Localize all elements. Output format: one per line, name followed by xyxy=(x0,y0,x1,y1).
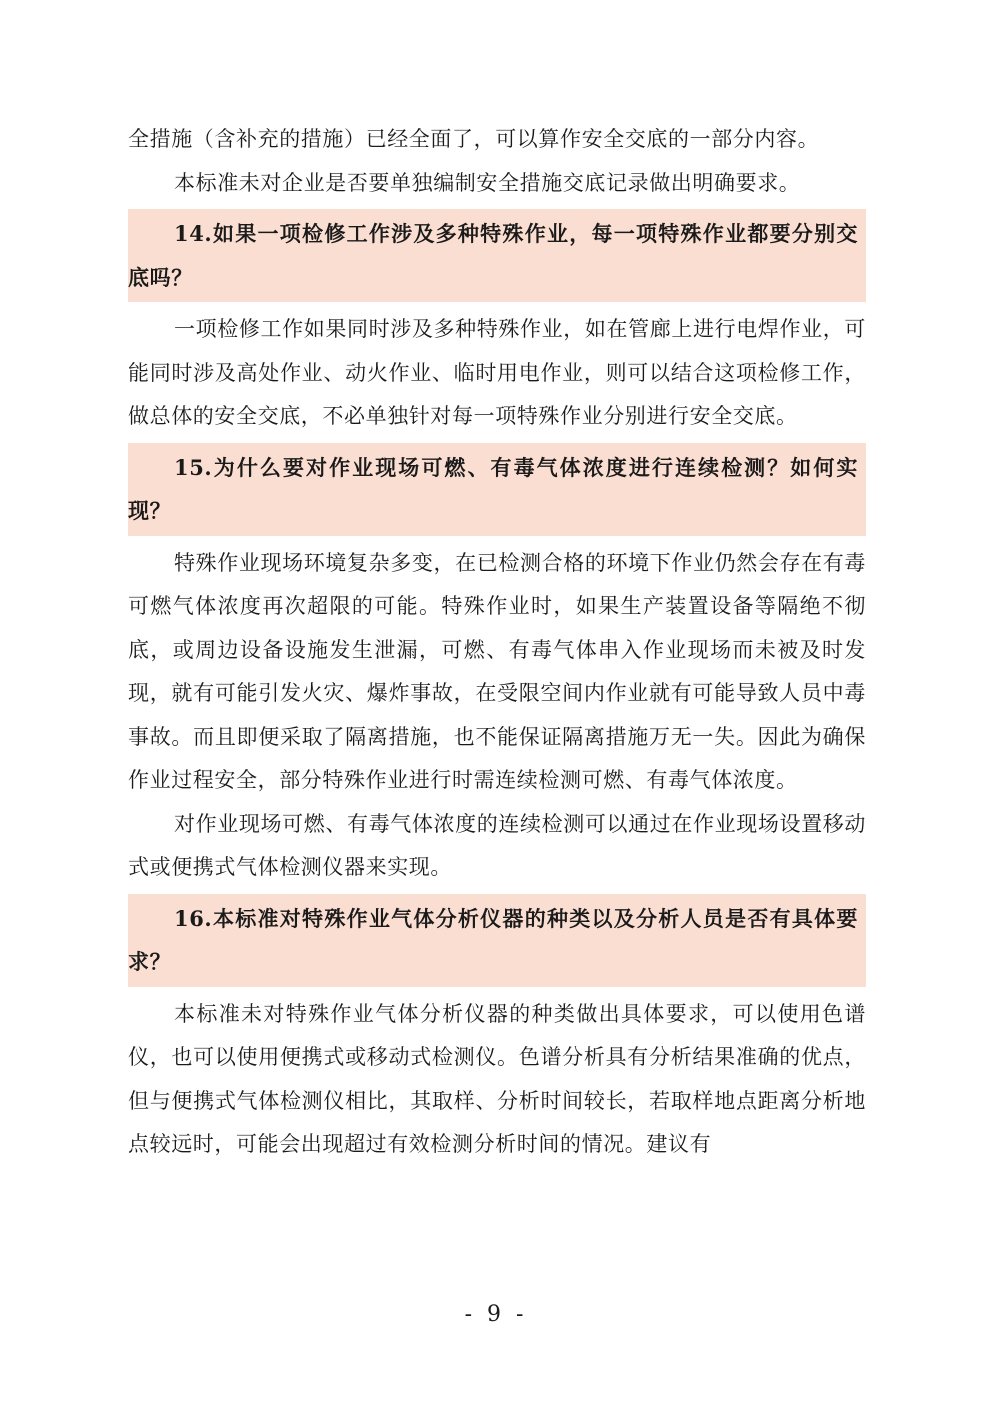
question-15-heading: 15.为什么要对作业现场可燃、有毒气体浓度进行连续检测？如何实现？ xyxy=(128,454,858,523)
document-body xyxy=(128,118,866,1167)
question-16-heading: 16.本标准对特殊作业气体分析仪器的种类以及分析人员是否有具体要求？ xyxy=(128,905,858,974)
page-number: - 9 - xyxy=(464,1302,528,1327)
answer-14: 一项检修工作如果同时涉及多种特殊作业，如在管廊上进行电焊作业，可能同时涉及高处作业、动火作业、临时用电作业，则可以结合这项检修工作，做总体的安全交底，不必单独针对每一项特殊作业分别进行安全交底。 xyxy=(128,317,866,428)
paragraph-note: 本标准未对企业是否要单独编制安全措施交底记录做出明确要求。 xyxy=(174,170,801,195)
question-16-block xyxy=(128,894,866,987)
answer-16: 本标准未对特殊作业气体分析仪器的种类做出具体要求，可以使用色谱仪，也可以使用便携式或移动式检测仪。色谱分析具有分析结果准确的优点，但与便携式气体检测仪相比，其取样、分析时间较长，若取样地点距离分析地点较远时，可能会出现超过有效检测分析时间的情况。建议有 xyxy=(128,1001,866,1156)
question-15-block xyxy=(128,443,866,536)
answer-15-part-2: 对作业现场可燃、有毒气体浓度的连续检测可以通过在作业现场设置移动式或便携式气体检测仪器来实现。 xyxy=(128,811,866,879)
question-14-heading: 14.如果一项检修工作涉及多种特殊作业，每一项特殊作业都要分别交底吗？ xyxy=(128,221,858,290)
question-14-block xyxy=(128,209,866,302)
answer-15-part-1: 特殊作业现场环境复杂多变，在已检测合格的环境下作业仍然会存在有毒可燃气体浓度再次超限的可能。特殊作业时，如果生产装置设备等隔绝不彻底，或周边设备设施发生泄漏，可燃、有毒气体串入作业现场而未被及时发现，就有可能引发火灾、爆炸事故，在受限空间内作业就有可能导致人员中毒事故。而且即便采取了隔离措施，也不能保证隔离措施万无一失。因此为确保作业过程安全，部分特殊作业进行时需连续检测可燃、有毒气体浓度。 xyxy=(128,550,866,792)
paragraph-continuation: 全措施（含补充的措施）已经全面了，可以算作安全交底的一部分内容。 xyxy=(128,127,820,151)
